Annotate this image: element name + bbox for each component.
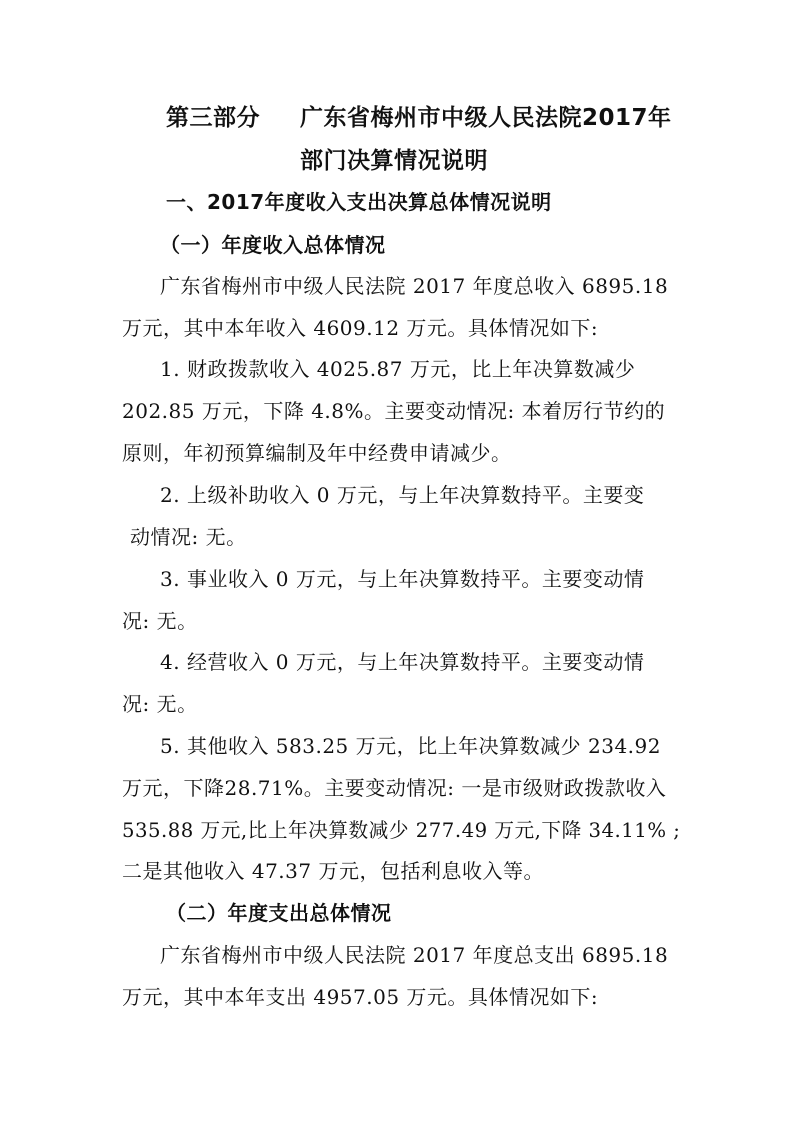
- item-1-line-1: 1. 财政拨款收入 4025.87 万元，比上年决算数减少: [160, 357, 636, 381]
- item-1-line-3: 原则，年初预算编制及年中经费申请减少。: [122, 441, 512, 465]
- item-4-line-1: 4. 经营收入 0 万元，与上年决算数持平。主要变动情: [160, 650, 645, 674]
- title-line-2: 部门决算情况说明: [300, 148, 488, 174]
- item-3-line-1: 3. 事业收入 0 万元，与上年决算数持平。主要变动情: [160, 567, 645, 591]
- income-intro-line-1: 广东省梅州市中级人民法院 2017 年度总收入 6895.18: [160, 274, 669, 298]
- section-heading: 一、2017年度收入支出决算总体情况说明: [166, 190, 552, 214]
- title-part-label: 第三部分: [166, 105, 260, 131]
- item-4-line-2: 况: 无。: [122, 692, 198, 716]
- item-5-line-1: 5. 其他收入 583.25 万元，比上年决算数减少 234.92: [160, 734, 661, 758]
- expense-heading: （二）年度支出总体情况: [166, 901, 392, 925]
- title-line-1: 广东省梅州市中级人民法院2017年: [300, 105, 672, 131]
- income-intro-line-2: 万元，其中本年收入 4609.12 万元。具体情况如下:: [122, 316, 599, 340]
- item-5-line-4: 二是其他收入 47.37 万元，包括利息收入等。: [122, 859, 544, 883]
- item-3-line-2: 况: 无。: [122, 609, 198, 633]
- item-1-line-2: 202.85 万元，下降 4.8%。主要变动情况: 本着厉行节约的: [122, 399, 666, 423]
- item-5-line-2: 万元，下降28.71%。主要变动情况: 一是市级财政拨款收入: [122, 776, 667, 800]
- item-5-line-3: 535.88 万元,比上年决算数减少 277.49 万元,下降 34.11% ;: [122, 818, 681, 842]
- expense-intro-line-2: 万元，其中本年支出 4957.05 万元。具体情况如下:: [122, 985, 599, 1009]
- income-heading: （一）年度收入总体情况: [160, 233, 386, 257]
- item-2-line-1: 2. 上级补助收入 0 万元，与上年决算数持平。主要变: [160, 483, 645, 507]
- item-2-line-2: 动情况: 无。: [130, 525, 247, 549]
- expense-intro-line-1: 广东省梅州市中级人民法院 2017 年度总支出 6895.18: [160, 943, 669, 967]
